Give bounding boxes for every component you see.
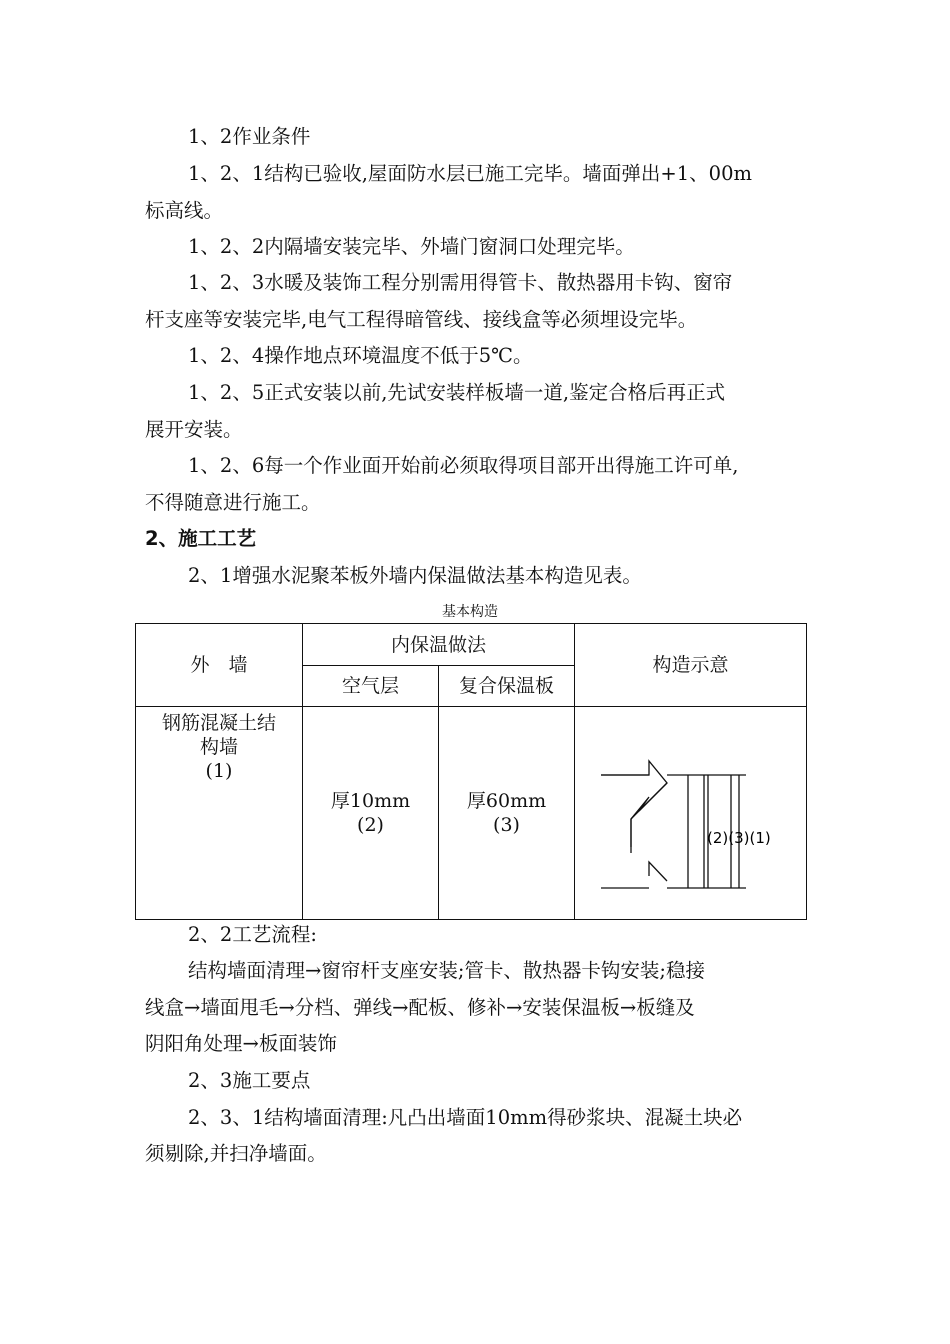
paragraph-2-1: 2、1增强水泥聚苯板外墙内保温做法基本构造见表。 [188, 564, 642, 587]
header-outer-wall: 外 墙 [136, 624, 303, 707]
process-flow-line3: 阴阳角处理→板面装饰 [145, 1032, 337, 1055]
heading-2-3: 2、3施工要点 [188, 1069, 311, 1092]
paragraph-1-2-3: 1、2、3水暖及装饰工程分别需用得管卡、散热器用卡钩、窗帘 [188, 271, 733, 294]
air-layer-index: (2) [357, 814, 384, 836]
cell-composite-board [439, 707, 575, 920]
header-air-layer: 空气层 [303, 666, 439, 707]
structure-table [135, 623, 807, 920]
wall-type-index: (1) [205, 760, 233, 782]
paragraph-2-3-1: 2、3、1结构墙面清理:凡凸出墙面10mm得砂浆块、混凝土块必 [188, 1106, 743, 1129]
header-diagram: 构造示意 [575, 624, 807, 707]
paragraph-1-2-6-cont: 不得随意进行施工。 [145, 491, 321, 514]
paragraph-1-2-5: 1、2、5正式安装以前,先试安装样板墙一道,鉴定合格后再正式 [188, 381, 726, 404]
header-inner-insulation: 内保温做法 [303, 624, 575, 666]
paragraph-1-2-1: 1、2、1结构已验收,屋面防水层已施工完毕。墙面弹出+1、00m [188, 162, 752, 185]
wall-type-line1: 钢筋混凝土结 [161, 712, 276, 734]
cell-air-layer [303, 707, 439, 920]
cell-wall-type [136, 707, 303, 920]
paragraph-1-2-1-cont: 标高线。 [145, 199, 224, 222]
paragraph-1-2-5-cont: 展开安装。 [145, 418, 243, 441]
header-composite-board: 复合保温板 [439, 666, 575, 707]
construction-diagram [591, 733, 791, 893]
paragraph-1-2-4: 1、2、4操作地点环境温度不低于5℃。 [188, 344, 533, 367]
air-layer-thickness: 厚10mm [330, 790, 411, 812]
paragraph-1-2-6: 1、2、6每一个作业面开始前必须取得项目部开出得施工许可单, [188, 454, 739, 477]
diagram-layer-labels: (2)(3)(1) [706, 829, 771, 847]
heading-1-2: 1、2作业条件 [188, 125, 311, 148]
paragraph-1-2-3-cont: 杆支座等安装完毕,电气工程得暗管线、接线盒等必须埋设完毕。 [145, 308, 698, 331]
paragraph-2-3-1-cont: 须剔除,并扫净墙面。 [145, 1142, 327, 1165]
heading-2: 2、施工工艺 [145, 527, 257, 550]
cell-diagram [575, 707, 807, 920]
process-flow-line1: 结构墙面清理→窗帘杆支座安装;管卡、散热器卡钩安装;稳接 [188, 959, 705, 982]
table-caption: 基本构造 [442, 604, 498, 620]
paragraph-1-2-2: 1、2、2内隔墙安装完毕、外墙门窗洞口处理完毕。 [188, 235, 635, 258]
wall-type-line2: 构墙 [199, 736, 238, 758]
process-flow-line2: 线盒→墙面甩毛→分档、弹线→配板、修补→安装保温板→板缝及 [145, 996, 695, 1019]
board-index: (3) [493, 814, 520, 836]
board-thickness: 厚60mm [466, 790, 547, 812]
heading-2-2: 2、2工艺流程: [188, 923, 317, 946]
